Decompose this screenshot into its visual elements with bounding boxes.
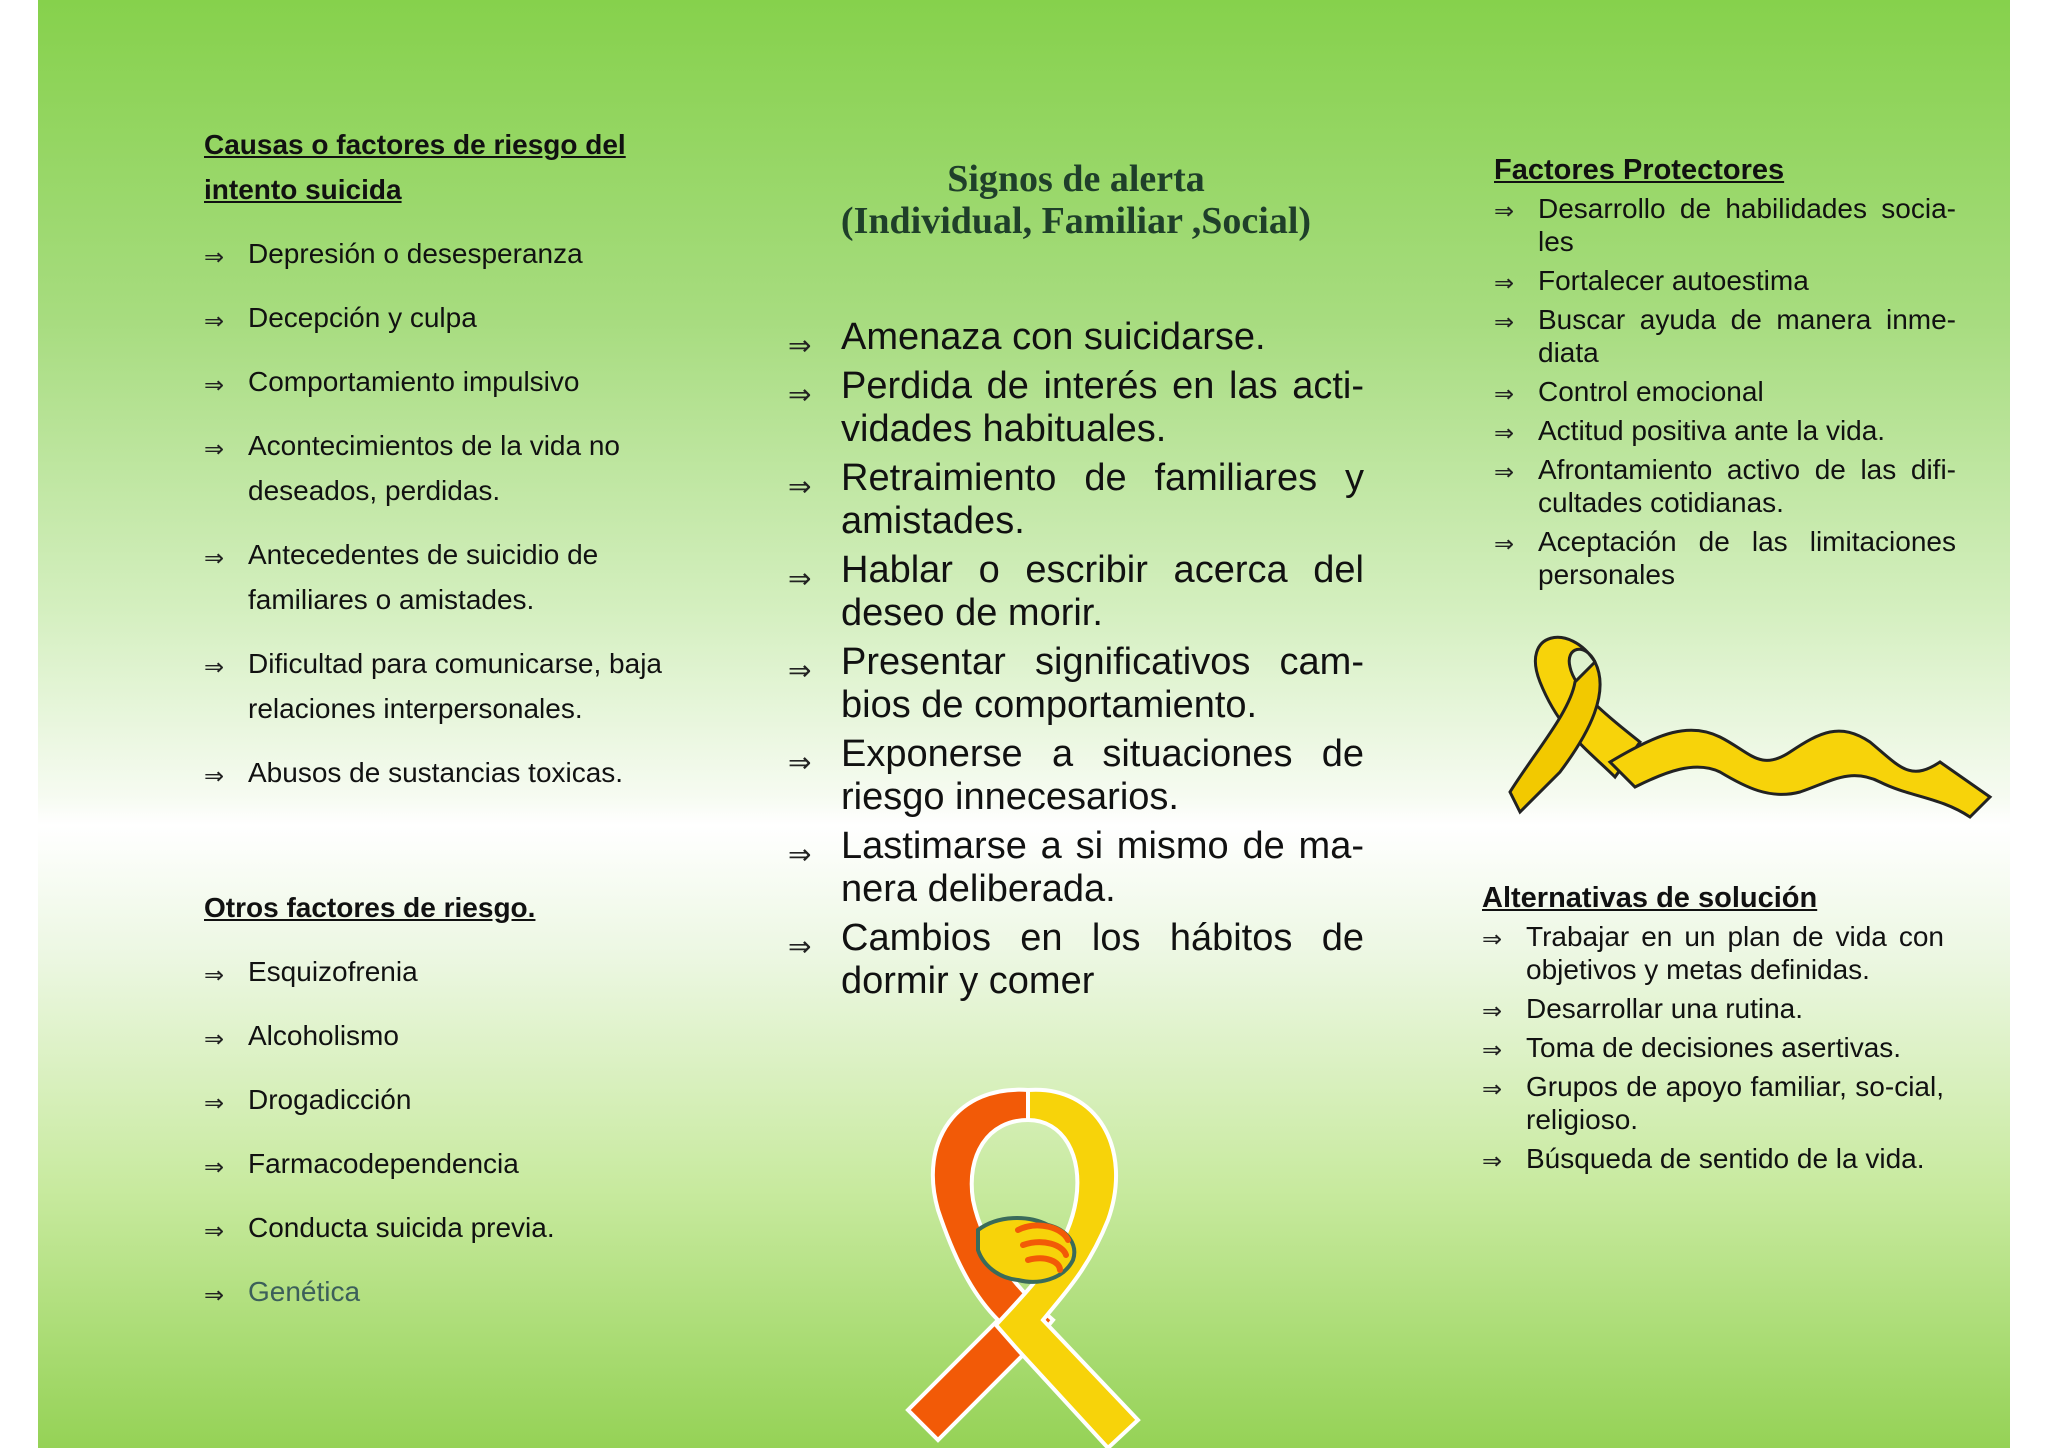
list-item (1494, 264, 1956, 297)
list-item-text: Control emocional (1538, 376, 1764, 407)
list-item-text: Buscar ayuda de manera inme-diata (1538, 304, 1956, 368)
protective-factors-section (1494, 152, 1956, 597)
double-arrow-icon: ⇒ (1494, 269, 1515, 297)
list-item (204, 295, 684, 340)
list-item-text: Desarrollar una rutina. (1526, 993, 1804, 1024)
list-item (204, 231, 684, 276)
center-column (788, 158, 1364, 1009)
warning-signs-title-line1: Signos de alerta (947, 158, 1205, 200)
list-item-text: Grupos de apoyo familiar, so-cial, religioso. (1526, 1071, 1944, 1135)
double-arrow-icon: ⇒ (1482, 997, 1503, 1025)
list-item (1494, 303, 1956, 369)
list-item-text: Acontecimientos de la vida no deseados, perdidas. (248, 430, 620, 506)
list-item-text: Exponerse a situaciones de riesgo innecesarios. (841, 733, 1364, 818)
list-item (1482, 1031, 1944, 1064)
protective-factors-list (1494, 192, 1956, 591)
double-arrow-icon: ⇒ (1494, 458, 1515, 486)
solution-alternatives-list (1482, 920, 1944, 1175)
list-item (204, 1013, 684, 1058)
risk-causes-list (204, 231, 684, 795)
list-item-text: Trabajar en un plan de vida con objetivos y metas definidas. (1526, 921, 1944, 985)
list-item-text: Fortalecer autoestima (1538, 265, 1809, 296)
double-arrow-icon: ⇒ (204, 762, 225, 790)
double-arrow-icon: ⇒ (1482, 1075, 1503, 1103)
double-arrow-icon: ⇒ (788, 654, 812, 687)
list-item (204, 1141, 684, 1186)
warning-signs-title-line2: (Individual, Familiar ,Social) (840, 200, 1312, 242)
list-item (788, 365, 1364, 451)
list-item (1494, 192, 1956, 258)
list-item-text: Conducta suicida previa. (248, 1212, 555, 1243)
list-item-text: Antecedentes de suicidio de familiares o amistades. (248, 539, 599, 615)
other-risk-factors-heading: Otros factores de riesgo. (204, 892, 536, 923)
list-item (204, 641, 684, 731)
double-arrow-icon: ⇒ (788, 562, 812, 595)
double-arrow-icon: ⇒ (788, 930, 812, 963)
list-item (204, 1205, 684, 1250)
list-item-text: Dificultad para comunicarse, baja relaciones interpersonales. (248, 648, 662, 724)
list-item-text: Genética (248, 1276, 361, 1307)
double-arrow-icon: ⇒ (204, 307, 225, 335)
list-item-text: Presentar significativos cam-bios de comportamiento. (841, 641, 1364, 726)
list-item-text: Abusos de sustancias toxicas. (248, 757, 624, 788)
left-column (204, 122, 684, 1314)
list-item (788, 316, 1364, 362)
list-item (1494, 525, 1956, 591)
solution-alternatives-heading: Alternativas de solución (1482, 882, 1818, 914)
brochure-page (38, 0, 2010, 1448)
list-item (1494, 453, 1956, 519)
list-item (1482, 1070, 1944, 1136)
yellow-ribbon-icon (1500, 622, 2000, 822)
double-arrow-icon: ⇒ (788, 746, 812, 779)
list-item (204, 359, 684, 404)
double-arrow-icon: ⇒ (204, 1217, 225, 1245)
list-item-text: Decepción y culpa (248, 302, 477, 333)
double-arrow-icon: ⇒ (204, 1025, 225, 1053)
double-arrow-icon: ⇒ (1494, 530, 1515, 558)
list-item-text: Actitud positiva ante la vida. (1538, 415, 1886, 446)
list-item-text: Búsqueda de sentido de la vida. (1526, 1143, 1925, 1174)
list-item-text: Perdida de interés en las acti-vidades habituales. (841, 365, 1364, 450)
double-arrow-icon: ⇒ (788, 838, 812, 871)
list-item-text: Cambios en los hábitos de dormir y comer (841, 917, 1364, 1002)
double-arrow-icon: ⇒ (204, 961, 225, 989)
double-arrow-icon: ⇒ (204, 1089, 225, 1117)
list-item-text: Esquizofrenia (248, 956, 418, 987)
list-item (1494, 375, 1956, 408)
double-arrow-icon: ⇒ (1482, 1036, 1503, 1064)
list-item (204, 949, 684, 994)
list-item (1482, 920, 1944, 986)
list-item (788, 733, 1364, 819)
list-item (1482, 992, 1944, 1025)
solution-alternatives-section (1482, 880, 1944, 1181)
list-item-text: Afrontamiento activo de las difi-cultades cotidianas. (1538, 454, 1956, 518)
warning-signs-list (788, 316, 1364, 1003)
list-item-text: Farmacodependencia (248, 1148, 519, 1179)
double-arrow-icon: ⇒ (1494, 419, 1515, 447)
list-item (788, 549, 1364, 635)
list-item (204, 750, 684, 795)
list-item-text: Drogadicción (248, 1084, 412, 1115)
list-item-text: Comportamiento impulsivo (248, 366, 580, 397)
list-item (204, 1077, 684, 1122)
list-item (788, 825, 1364, 911)
double-arrow-icon: ⇒ (1494, 197, 1515, 225)
double-arrow-icon: ⇒ (204, 653, 225, 681)
double-arrow-icon: ⇒ (204, 544, 225, 572)
awareness-ribbon-hands-icon (878, 1080, 1168, 1448)
list-item-text: Amenaza con suicidarse. (841, 316, 1266, 358)
protective-factors-heading: Factores Protectores (1494, 154, 1785, 186)
list-item (204, 1269, 684, 1314)
list-item-text: Depresión o desesperanza (248, 238, 583, 269)
list-item (1494, 414, 1956, 447)
risk-causes-heading: Causas o factores de riesgo del intento suicida (204, 129, 626, 205)
double-arrow-icon: ⇒ (788, 378, 812, 411)
double-arrow-icon: ⇒ (204, 1153, 225, 1181)
list-item (1482, 1142, 1944, 1175)
list-item-text: Desarrollo de habilidades socia-les (1538, 193, 1956, 257)
double-arrow-icon: ⇒ (204, 371, 225, 399)
list-item (204, 423, 684, 513)
list-item-text: Alcoholismo (248, 1020, 399, 1051)
list-item-text: Retraimiento de familiares y amistades. (841, 457, 1364, 542)
warning-signs-title (788, 158, 1364, 242)
list-item-text: Toma de decisiones asertivas. (1526, 1032, 1902, 1063)
other-risk-factors-list (204, 949, 684, 1314)
double-arrow-icon: ⇒ (1494, 308, 1515, 336)
list-item-text: Aceptación de las limitaciones personales (1538, 526, 1956, 590)
list-item (788, 457, 1364, 543)
double-arrow-icon: ⇒ (1482, 1147, 1503, 1175)
double-arrow-icon: ⇒ (204, 243, 225, 271)
list-item (788, 917, 1364, 1003)
double-arrow-icon: ⇒ (1494, 380, 1515, 408)
double-arrow-icon: ⇒ (204, 435, 225, 463)
double-arrow-icon: ⇒ (204, 1281, 225, 1309)
list-item-text: Lastimarse a si mismo de ma-nera deliberada. (841, 825, 1364, 910)
double-arrow-icon: ⇒ (788, 470, 812, 503)
list-item-text: Hablar o escribir acerca del deseo de morir. (841, 549, 1364, 634)
double-arrow-icon: ⇒ (1482, 925, 1503, 953)
double-arrow-icon: ⇒ (788, 329, 812, 362)
list-item (788, 641, 1364, 727)
list-item (204, 532, 684, 622)
